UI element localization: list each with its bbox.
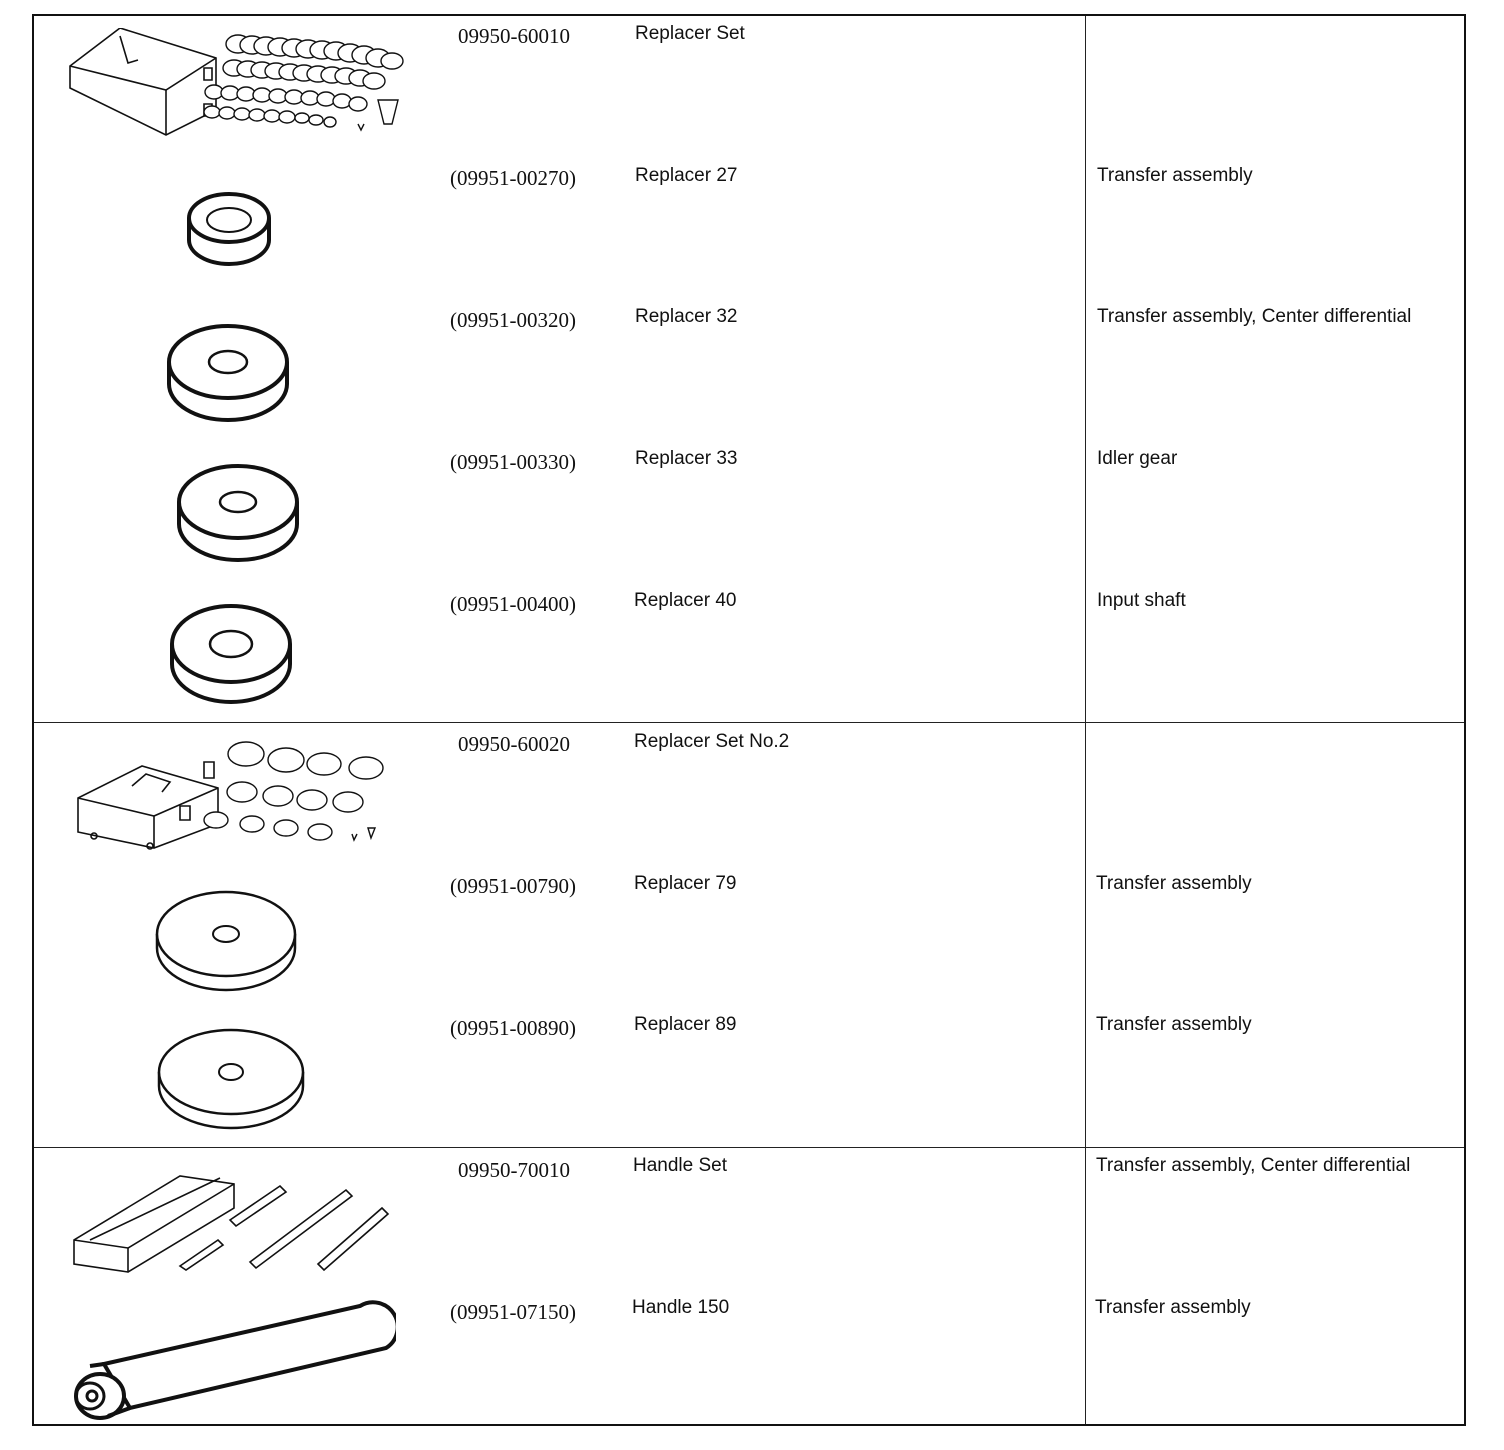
tool-name: Replacer Set	[635, 23, 745, 44]
replacer-set-case-icon	[66, 28, 411, 138]
part-number: 09950-60020	[458, 732, 570, 756]
tool-name: Replacer 27	[635, 165, 738, 186]
part-number: (09951-00330)	[450, 450, 576, 474]
tool-name: Replacer Set No.2	[634, 731, 790, 752]
part-number: (09951-00790)	[450, 874, 576, 898]
tool-name: Replacer 33	[635, 448, 738, 469]
replacer-disc-icon	[186, 190, 272, 270]
part-number: (09951-00400)	[450, 592, 576, 616]
tool-usage: Transfer assembly	[1096, 873, 1252, 894]
tool-name: Handle 150	[632, 1297, 730, 1318]
part-number: 09950-70010	[458, 1158, 570, 1182]
part-number: (09951-00270)	[450, 166, 576, 190]
tool-usage: Transfer assembly, Center differential	[1097, 306, 1412, 327]
tool-usage: Idler gear	[1097, 448, 1178, 469]
tool-name: Replacer 40	[634, 590, 737, 611]
part-number: (09951-00320)	[450, 308, 576, 332]
replacer-disc-icon	[166, 322, 290, 422]
part-number: (09951-00890)	[450, 1016, 576, 1040]
tool-usage: Transfer assembly	[1096, 1014, 1252, 1035]
replacer-disc-icon	[154, 890, 298, 994]
replacer-set-case-icon	[74, 740, 394, 852]
replacer-disc-icon	[156, 1028, 306, 1132]
tool-name: Replacer 79	[634, 873, 737, 894]
tool-usage: Transfer assembly, Center differential	[1096, 1155, 1411, 1176]
column-divider	[1085, 16, 1086, 1424]
part-number: (09951-07150)	[450, 1300, 576, 1324]
part-number: 09950-60010	[458, 24, 570, 48]
replacer-disc-icon	[176, 462, 300, 562]
tool-name: Replacer 89	[634, 1014, 737, 1035]
group-divider	[34, 1147, 1464, 1148]
tool-name: Handle Set	[633, 1155, 728, 1176]
tool-usage: Transfer assembly	[1097, 165, 1253, 186]
group-divider	[34, 722, 1464, 723]
handle-bar-icon	[60, 1298, 396, 1424]
handle-set-case-icon	[70, 1162, 396, 1278]
tool-name: Replacer 32	[635, 306, 738, 327]
replacer-disc-icon	[169, 602, 293, 706]
tool-usage: Input shaft	[1097, 590, 1186, 611]
tool-usage: Transfer assembly	[1095, 1297, 1251, 1318]
